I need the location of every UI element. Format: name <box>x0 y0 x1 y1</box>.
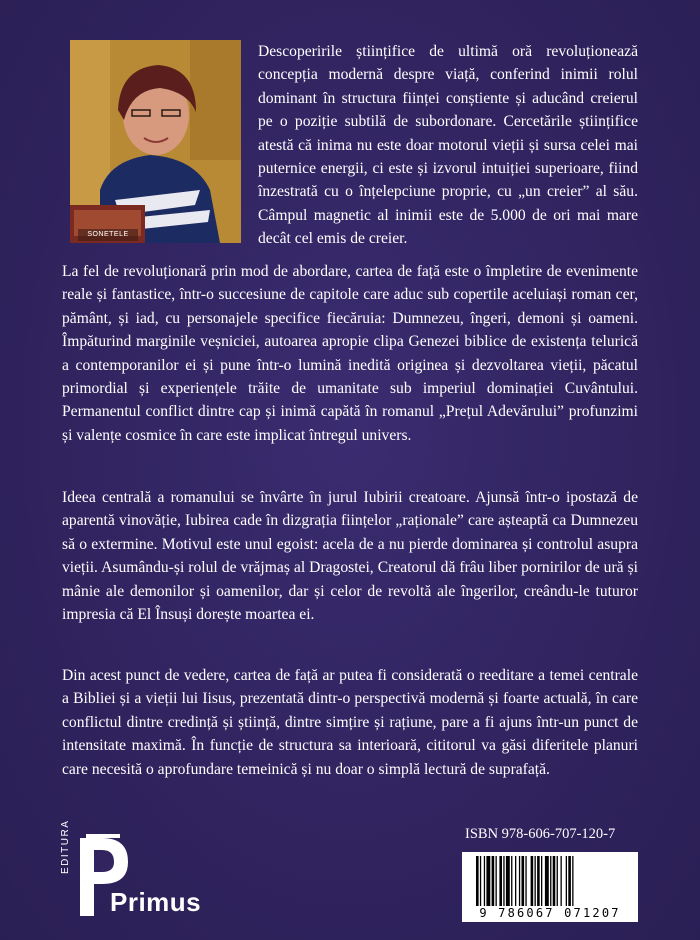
barcode-bar <box>553 856 556 906</box>
barcode-bar <box>537 856 540 906</box>
barcode-bar <box>566 856 567 906</box>
author-portrait-image <box>70 40 241 243</box>
barcode-bar <box>480 856 481 906</box>
barcode-bar <box>550 856 551 906</box>
publisher-imprint-label: EDITURA <box>60 819 71 874</box>
barcode-bar <box>476 856 479 906</box>
barcode-bar <box>503 856 504 906</box>
publisher-logo-block <box>60 819 210 925</box>
barcode-bar <box>522 856 525 906</box>
barcode-bar <box>525 856 526 906</box>
paragraph-3-text: Ideea centrală a romanului se învârte în jurul Iubirii creatoare. Ajunsă într-o ipostază de aparentă vinovăție, Iubirea cade în dizgrația ființelor „raționale” care așteaptă ca Dumnezeu să o extermine. Motivul este unul egoist: acela de a nu pierde dominarea și controlul asupra vieții. Asumându-și rolul de vrăjmaș al Dragostei, Creatorul dă frâu liber pornirilor de ură și mânie ale demonilor și oamenilor, dar și celor de revoltă ale îngerilor, creându-le tuturor impresia că El Însuși dorește moartea ei. <box>62 489 638 624</box>
book-title-label: SONETELE <box>78 229 138 241</box>
barcode-bar <box>492 856 495 906</box>
barcode-bar <box>486 856 490 906</box>
barcode-bar <box>499 856 502 906</box>
barcode-bar <box>484 856 485 906</box>
paragraph-4 <box>62 664 638 781</box>
barcode-bar <box>557 856 558 906</box>
barcode-bar <box>519 856 520 906</box>
barcode-bar <box>531 856 534 906</box>
paragraph-3 <box>62 486 638 626</box>
barcode-bar <box>496 856 497 906</box>
barcode-bar <box>506 856 510 906</box>
intro-text: Descoperirile științifice de ultimă oră revoluționează concepția modernă despre viață, conferind inimii rolul dominant în structura ființei conștiente și aducând creierul pe o poziție subtilă de subordonare. Cercetările științifice atestă că inima nu este doar motorul vieții și sursa celei mai puternice energii, ci este și izvorul intuiției superioare, fiind înzestrată cu o înțelepciune proprie, cu „un creier” al său. Câmpul magnetic al inimii este de 5.000 de ori mai mare decât cel emis de creier. <box>258 43 638 248</box>
barcode <box>462 852 638 922</box>
barcode-bar <box>568 856 571 906</box>
barcode-bar <box>535 856 536 906</box>
barcode-bar <box>572 856 573 906</box>
barcode-bar <box>561 856 562 906</box>
barcode-bar <box>541 856 542 906</box>
isbn-text: ISBN 978-606-707-120-7 <box>465 826 616 842</box>
barcode-digits: 9 786067 071207 <box>479 906 621 920</box>
paragraph-4-text: Din acest punct de vedere, cartea de față ar putea fi considerată o reeditare a temei centrale a Bibliei și a vieții lui Iisus, prezentată dintr-o perspectivă modernă și foarte actuală, în care conflictul dintre credință și știință, dintre simțire și rațiune, pare a fi ajuns într-un punct de intensitate maximă. În funcție de structura sa interioară, cititorul va găsi diferitele planuri care necesită o aprofundare temeinică și nu doar o simplă lectură de suprafață. <box>62 667 638 778</box>
paragraph-2 <box>62 260 638 447</box>
barcode-bar <box>545 856 549 906</box>
barcode-bar <box>515 856 516 906</box>
publisher-name: Primus <box>110 887 202 917</box>
author-photo <box>70 40 241 243</box>
paragraph-2-text: La fel de revoluționară prin mod de abordare, cartea de față este o împletire de evenimente reale și fantastice, într-o succesiune de capitole care aduc sub copertile aceluiași roman cer, pământ, și iad, cu personajele specifice fiecăruia: Dumnezeu, îngeri, demoni și oameni. Împăturind marginile veșniciei, autoarea apropie clipa Genezei biblice de existența telurică a contemporanilor ei și pune într-o lumină inedită originea și dezvoltarea vieții, păcatul primordial și experiențele trăite de umanitate sub imperiul dominației Cuvântului. Permanentul conflict dintre cap și inimă capătă în romanul „Prețul Adevărului” profunzimi și valențe cosmice în care este implicat întregul univers. <box>62 263 638 444</box>
barcode-bars <box>476 856 624 906</box>
intro-paragraph <box>258 40 638 251</box>
barcode-bar <box>511 856 512 906</box>
